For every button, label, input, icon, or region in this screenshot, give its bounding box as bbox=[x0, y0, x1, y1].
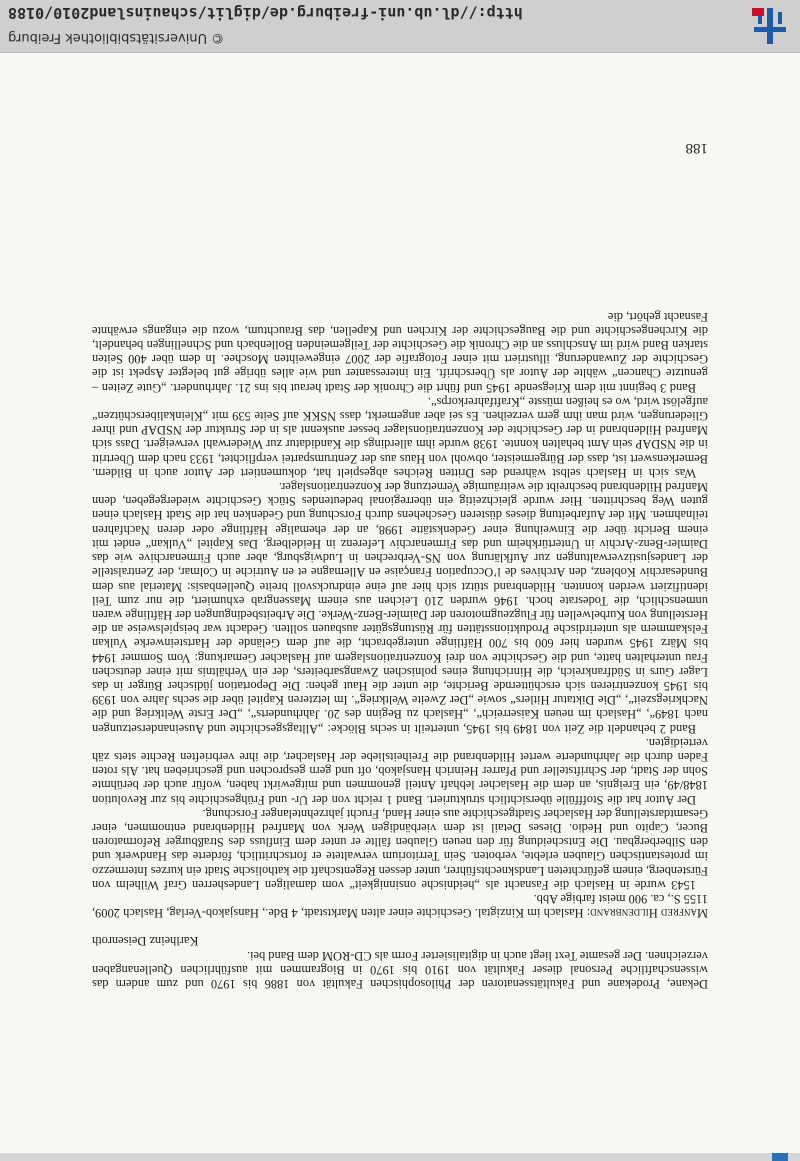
copyright-notice: © Universitätsbibliothek Freiburg bbox=[8, 30, 225, 45]
book-author: Manfred Hildenbrand: bbox=[586, 906, 708, 921]
review-signature: Karlheinz Deisenroth bbox=[92, 934, 199, 949]
scan-edge-strip bbox=[0, 1153, 800, 1161]
paragraph: 1543 wurde in Haslach die Fasnacht als „heidnische onsinnigkeit“ vom damaligen Landesherren Graf Wilhelm von Fürstenberg, einem gefürchteten Landsknechtsführer, unter dessen Regentschaft die katholische Stadt ein kurzes Intermezzo im protestantischen Glauben erlebte, verboten. Sein Territorium verwaltete er fortschrittlich, förderte das Handwerk und den Silberbergbau. Die Entscheidung für den neuen Glauben fällte er unter dem Einfluss des Straßburger Reformatoren Bucer, Capito und Hedio. Dieses Detail ist dem vierbändigen Werk von Manfred Hildenbrand entnommen, einer Gesamtdarstellung der Haslacher Stadtgeschichte aus einer Hand, Frucht jahrzehntelanger Forschung. bbox=[92, 806, 708, 892]
body-text bbox=[92, 309, 708, 991]
paragraph: Was sich in Haslach selbst während des Dritten Reiches abgespielt hat, dokumentiert der Autor auch in Bildern. Bemerkenswert ist, dass der Bürgermeister, obwohl von Haus aus der Zentrumspartei verpflichtet, 1933 nach dem Übertritt in die NSDAP sein Amt behalten konnte. 1938 wurde ihm allerdings die Kandidatur zur Wiederwahl verweigert. Dass sich Manfred Hildenbrand in der Geschichte der Konzentrationslager besser auskennt als in der Struktur der NSDAP und ihrer Gliederungen, wird man ihm gern verzeihen. Es sei aber angemerkt, dass NSKK auf Seite 539 mit „Kleinkaliberschützen“ aufgelöst wird, wo es heißen müsste „Kraftfahrerkorps“. bbox=[92, 394, 708, 480]
paragraph-review-end: Dekane, Prodekane und Fakultätssenatoren der Philosophischen Fakultät von 1886 bis 1970 und zum andern das wissenschaftliche Personal dieser Fakultät von 1910 bis 1970 in Biogrammen mit ausführlichen Quellenangaben verzeichnen. Der gesamte Text liegt auch in digitalisierter Form als CD-ROM dem Band bei. bbox=[92, 948, 708, 991]
scan-edge-mark bbox=[772, 1153, 788, 1161]
paragraph: Band 3 beginnt mit dem Kriegsende 1945 und führt die Chronik der Stadt heraut bis ins 21. Jahrhundert. „Gute Zeiten – genutzte Chancen“ wählte der Autor als Überschrift. Ein interessanter und wie alles übrige gut belegter Aspekt ist die Geschichte der Zuwanderung, illustriert mit einer Fotografie der 2007 eingeweihten Moschee. In dem über 400 Seiten starken Band wird im Anschluss an die Chronik die Geschichte der Teilgemeinden Bollenbach und Schnellingen behandelt, die Kirchengeschichte und die Baugeschichte der Kirchen und Kapellen, das Brauchtum, wozu die eingangs erwähnte Fasnacht gehört, die bbox=[92, 309, 708, 395]
permalink-url[interactable]: http://dl.ub.uni-freiburg.de/diglit/schauinsland2010/0188 bbox=[8, 4, 523, 22]
book-details: Haslach im Kinzigtal. Geschichte einer alten Marktstadt, 4 Bde., Hansjakob-Verlag, Haslach 2009, 1155 S., ca. 900 meist farbige Abb. bbox=[92, 891, 708, 921]
bibliographic-entry bbox=[92, 892, 708, 920]
ub-freiburg-logo-icon bbox=[750, 6, 790, 46]
paragraph: Der Autor hat die Stofffülle übersichtlich strukturiert. Band 1 reicht von der Ur- und Frühgeschichte bis zur Revolution 1848/49, ein Ereignis, an dem die Haslacher lebhaft Anteil genommen und mitgewirkt haben, wofür auch der berühmte Sohn der Stadt, der Schriftsteller und Pfarrer Heinrich Hansjakob, oft und gern gesprochen und geschrieben hat. Als roten Faden durch die Jahrhunderte wertet Hildenbrand die Freiheitsliebe der Haslacher, die ihre verbrieften Rechte stets zäh verteidigten. bbox=[92, 735, 708, 807]
footer-bar bbox=[0, 0, 800, 53]
page-number: 188 bbox=[685, 140, 708, 156]
paragraph: Band 2 behandelt die Zeit von 1849 bis 1945, unterteilt in sechs Blöcke: „Alltagsgeschichte und Auseinandersetzungen nach 1849“, „Haslach im neuen Kaiserreich“, „Haslach zu Beginn des 20. Jahrhunderts“, „Der Erste Weltkrieg und die Nachkriegszeit“, „Die Diktatur Hitlers“ sowie „Der Zweite Weltkrieg“. Im letzteren Kapitel über die sechs Jahre von 1939 bis 1945 konzentrieren sich erschütternde Berichte, die unter die Haut gehen: Die Deportation jüdischer Bürger in das Lager Gurs in Südfrankreich, die Hinrichtung eines polnischen Zwangsarbeiters, der ein Verhältnis mit einer deutschen Frau unterhalten hatte, und die Geschichte von drei Konzentrationslagern auf Haslacher Gemarkung: Vom Sommer 1944 bis März 1945 wurden hier 600 bis 700 Häftlinge untergebracht, die auf dem Gelände der Hartsteinwerke Vulkan Felskammern als unterirdische Produktionsstätten für Rüstungsgüter ausbauen sollten. Gedacht war beispielsweise an die Herstellung von Kurbelwellen für Flugzeugmotoren der Daimler-Benz-Werke. Die Arbeitsbedingungen der Häftlinge waren unmenschlich, die Todesrate hoch. 1946 wurden 210 Leichen aus einem Massengrab exhumiert, die nur zum Teil identifiziert werden konnten. Hildenbrand stützt sich hier auf eine eindrucksvoll breite Quellenbasis: Material aus dem Bundesarchiv Koblenz, den Archives de l’Occupation Française en Allemagne et en Autriche in Colmar, der Zentralstelle der Landesjustizverwaltungen zur Aufklärung von NS-Verbrechen in Ludwigsburg, aber auch Firmenarchive wie das Daimler-Benz-Archiv in Untertürkheim und das Firmenarchiv Leferenz in Heidelberg. Das Kapitel „Vulkan“ endet mit einem Bericht über die Einweihung einer Gedenkstätte 1998, an der ehemalige Häftlinge oder deren Nachfahren teilnahmen. Mit der Aufarbeitung dieses düsteren Geschehens durch Forschung und Gedenken hat die Stadt Haslach einen guten Weg beschritten. Hier wurde gleichzeitig ein überregional bedeutendes Stück Geschichte wiedergegeben, denn Manfred Hildenbrand beschreibt die weiträumige Vernetzung der Konzentrationslager. bbox=[92, 480, 708, 736]
